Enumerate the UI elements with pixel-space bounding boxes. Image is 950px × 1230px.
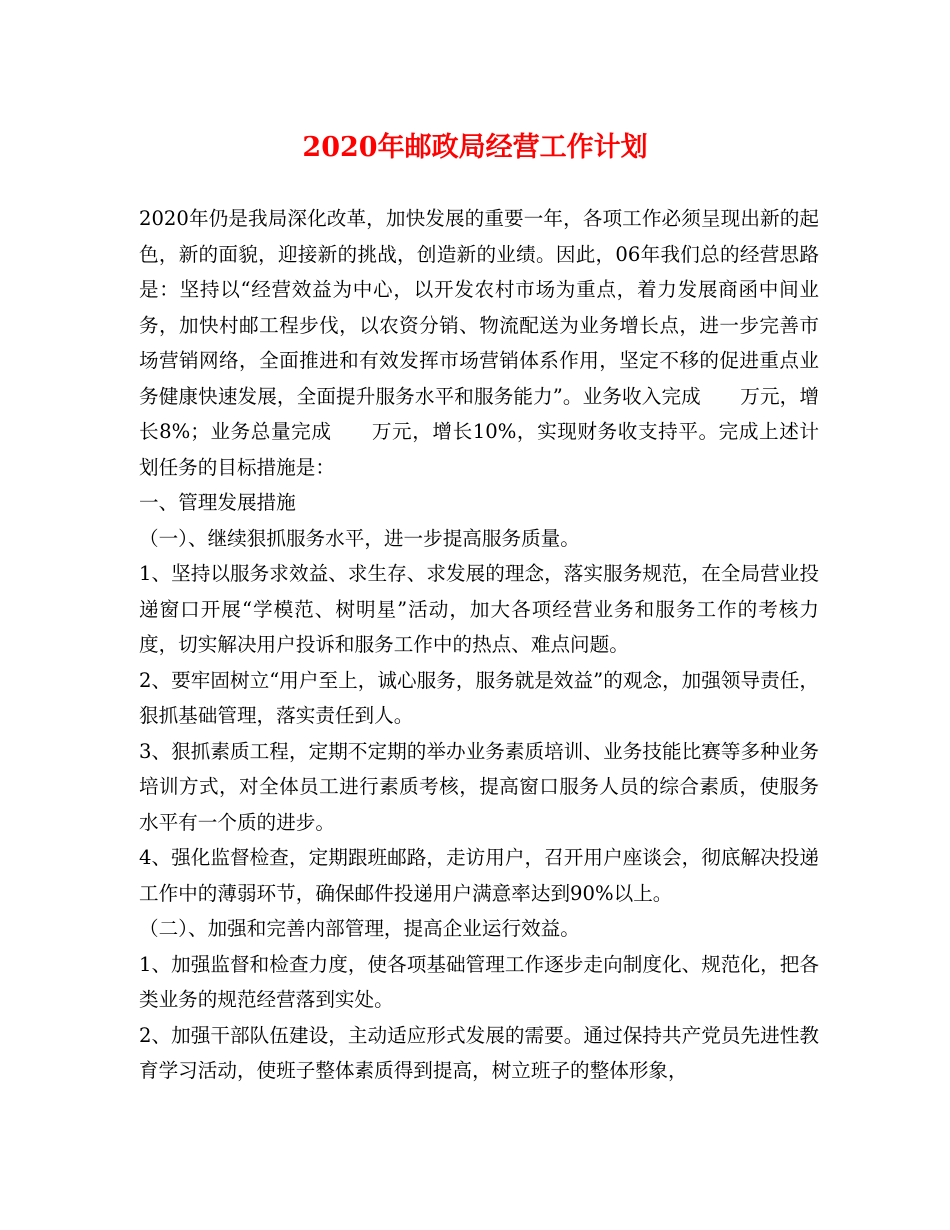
paragraph-item-1-3: 3、狠抓素质工程，定期不定期的举办业务素质培训、业务技能比赛等多种业务培训方式，对全体员工进行素质考核，提高窗口服务人员的综合素质，使服务水平有一个质的进步。 (139, 739, 819, 834)
paragraph-item-1-4: 4、强化监督检查，定期跟班邮路，走访用户，召开用户座谈会，彻底解决投递工作中的薄弱环节，确保邮件投递用户满意率达到90%以上。 (139, 846, 819, 905)
document-body (139, 201, 819, 1089)
document-title: 2020年邮政局经营工作计划 (302, 132, 648, 163)
subsection-heading-1: （一）、继续狠抓服务水平，进一步提高服务质量。 (139, 526, 580, 550)
paragraph-item-1-2: 2、要牢固树立“用户至上，诚心服务，服务就是效益”的观念，加强领导责任，狠抓基础管理，落实责任到人。 (139, 668, 819, 727)
paragraph-item-2-1: 1、加强监督和检查力度，使各项基础管理工作逐步走向制度化、规范化，把各类业务的规范经营落到实处。 (139, 952, 819, 1011)
paragraph-item-2-2: 2、加强干部队伍建设，主动适应形式发展的需要。通过保持共产党员先进性教育学习活动，使班子整体素质得到提高，树立班子的整体形象， (139, 1023, 819, 1082)
paragraph-item-1-1: 1、坚持以服务求效益、求生存、求发展的理念，落实服务规范，在全局营业投递窗口开展“学模范、树明星”活动，加大各项经营业务和服务工作的考核力度，切实解决用户投诉和服务工作中的热点、难点问题。 (139, 562, 819, 656)
section-heading-1: 一、管理发展措施 (139, 491, 296, 514)
paragraph-intro: 2020年仍是我局深化改革，加快发展的重要一年，各项工作必须呈现出新的起色，新的面貌，迎接新的挑战，创造新的业绩。因此，06年我们总的经营思路是：坚持以“经营效益为中心，以开发农村市场为重点，着力发展商函中间业务，加快村邮工程步伐，以农资分销、物流配送为业务增长点，进一步完善市场营销网络，全面推进和有效发挥市场营销体系作用，坚定不移的促进重点业务健康快速发展，全面提升服务水平和服务能力”。业务收入完成 万元，增长8%；业务总量完成 万元，增长10%，实现财务收支持平。完成上述计划任务的目标措施是： (139, 207, 819, 479)
subsection-heading-2: （二）、加强和完善内部管理，提高企业运行效益。 (139, 917, 580, 940)
